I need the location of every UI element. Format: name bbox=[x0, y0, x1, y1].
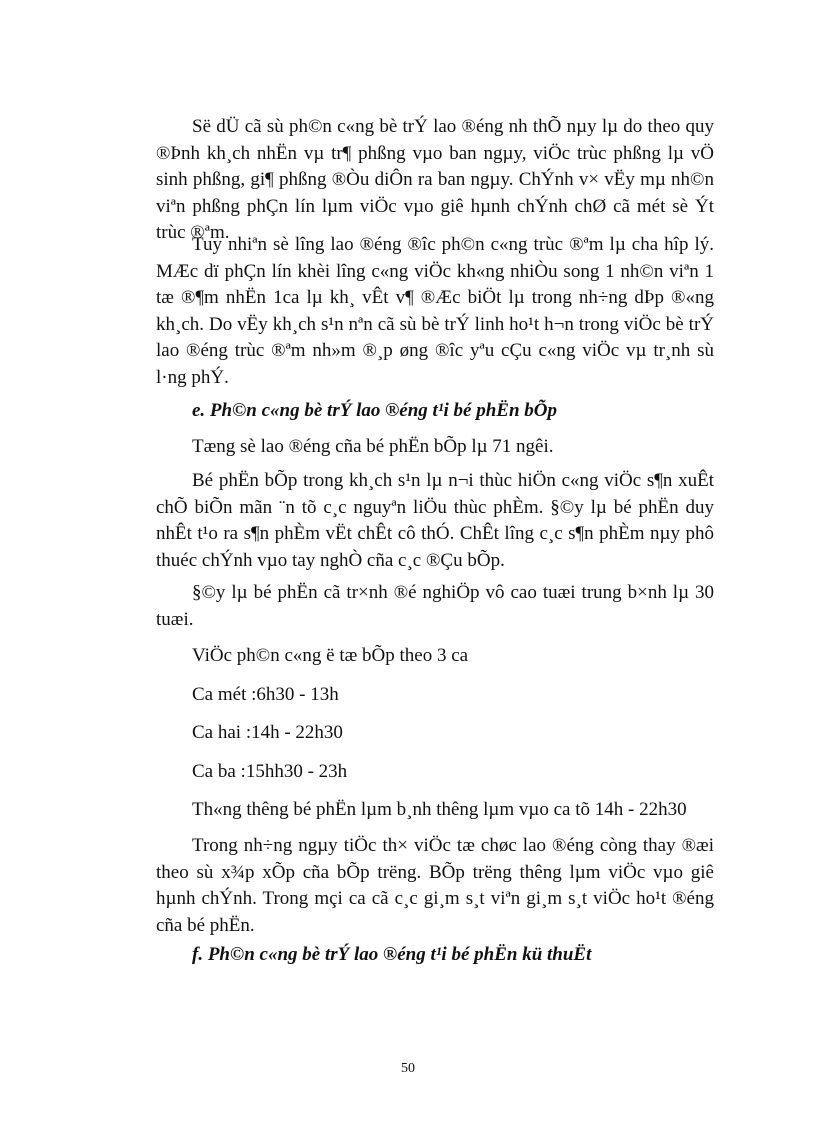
heading-technical-section: f. Ph©n c«ng bè trÝ lao ®éng t¹i bé phËn kü thuËt bbox=[192, 944, 592, 965]
shift-intro-line: ViÖc ph©n c«ng ë tæ bÕp theo 3 ca bbox=[192, 645, 469, 666]
paragraph-night-shift: Tuy nhiªn sè lîng lao ®éng ®îc ph©n c«ng trùc ®ªm lµ cha hîp lý. MÆc dï phÇn lín khèi lîng c«ng viÖc kh«ng nhiÒu song 1 nh©n viªn 1 tæ ®¶m nhËn 1ca lµ kh¸ vÊt v¶ ®Æc biÖt lµ trong nh÷ng dÞp ®«ng kh¸ch. Do vËy kh¸ch s¹n nªn cã sù bè trÝ linh ho¹t h¬n trong viÖc bè trÝ lao ®éng trùc ®ªm nh»m ®¸p øng ®îc yªu cÇu c«ng viÖc vµ tr¸nh sù l·ng phÝ. bbox=[156, 234, 714, 388]
paragraph-staffing-reason: Së dÜ cã sù ph©n c«ng bè trÝ lao ®éng nh thÕ nµy lµ do theo quy ®Þnh kh¸ch nhËn vµ tr¶ phßng vµo ban ngµy, viÖc trùc phßng lµ vÖ sinh phßng, gi¶ phßng ®Òu diÔn ra ban ngµy. ChÝnh v× vËy mµ nh©n viªn phßng phÇn lín lµm viÖc vµo giê hµnh chÝnh chØ cã mét sè Ýt trùc ®ªm. bbox=[156, 116, 714, 243]
paragraph-kitchen-count: Tæng sè lao ®éng cña bé phËn bÕp lµ 71 ngêi. bbox=[192, 436, 554, 457]
shift-one-line: Ca mét :6h30 - 13h bbox=[192, 684, 339, 705]
shift-three-line: Ca ba :15hh30 - 23h bbox=[192, 761, 348, 782]
paragraph-banquet-organization: Trong nh÷ng ngµy tiÖc th× viÖc tæ chøc lao ®éng còng thay ®æi theo sù x¾p xÕp cña bÕp trëng. BÕp trëng thêng lµm viÖc vµo giê hµnh chÝnh. Trong mçi ca cã c¸c gi¸m s¸t viªn gi¸m s¸t viÖc ho¹t ®éng cña bé phËn. bbox=[156, 835, 714, 936]
paragraph-kitchen-role: Bé phËn bÕp trong kh¸ch s¹n lµ n¬i thùc hiÖn c«ng viÖc s¶n xuÊt chÕ biÕn mãn ¨n tõ c¸c nguyªn liÖu thùc phÈm. §©y lµ bé phËn duy nhÊt t¹o ra s¶n phÈm vËt chÊt cô thÓ. ChÊt lîng c¸c s¶n phÈm nµy phô thuéc chÝnh vµo tay nghÒ cña c¸c ®Çu bÕp. bbox=[156, 470, 714, 571]
bakery-shift-line: Th«ng thêng bé phËn lµm b¸nh thêng lµm vµo ca tõ 14h - 22h30 bbox=[192, 799, 687, 820]
shift-two-line: Ca hai :14h - 22h30 bbox=[192, 722, 343, 743]
page-number: 50 bbox=[401, 1061, 415, 1076]
heading-kitchen-section: e. Ph©n c«ng bè trÝ lao ®éng t¹i bé phËn bÕp bbox=[192, 400, 558, 421]
paragraph-kitchen-skill: §©y lµ bé phËn cã tr×nh ®é nghiÖp vô cao tuæi trung b×nh lµ 30 tuæi. bbox=[156, 582, 714, 630]
